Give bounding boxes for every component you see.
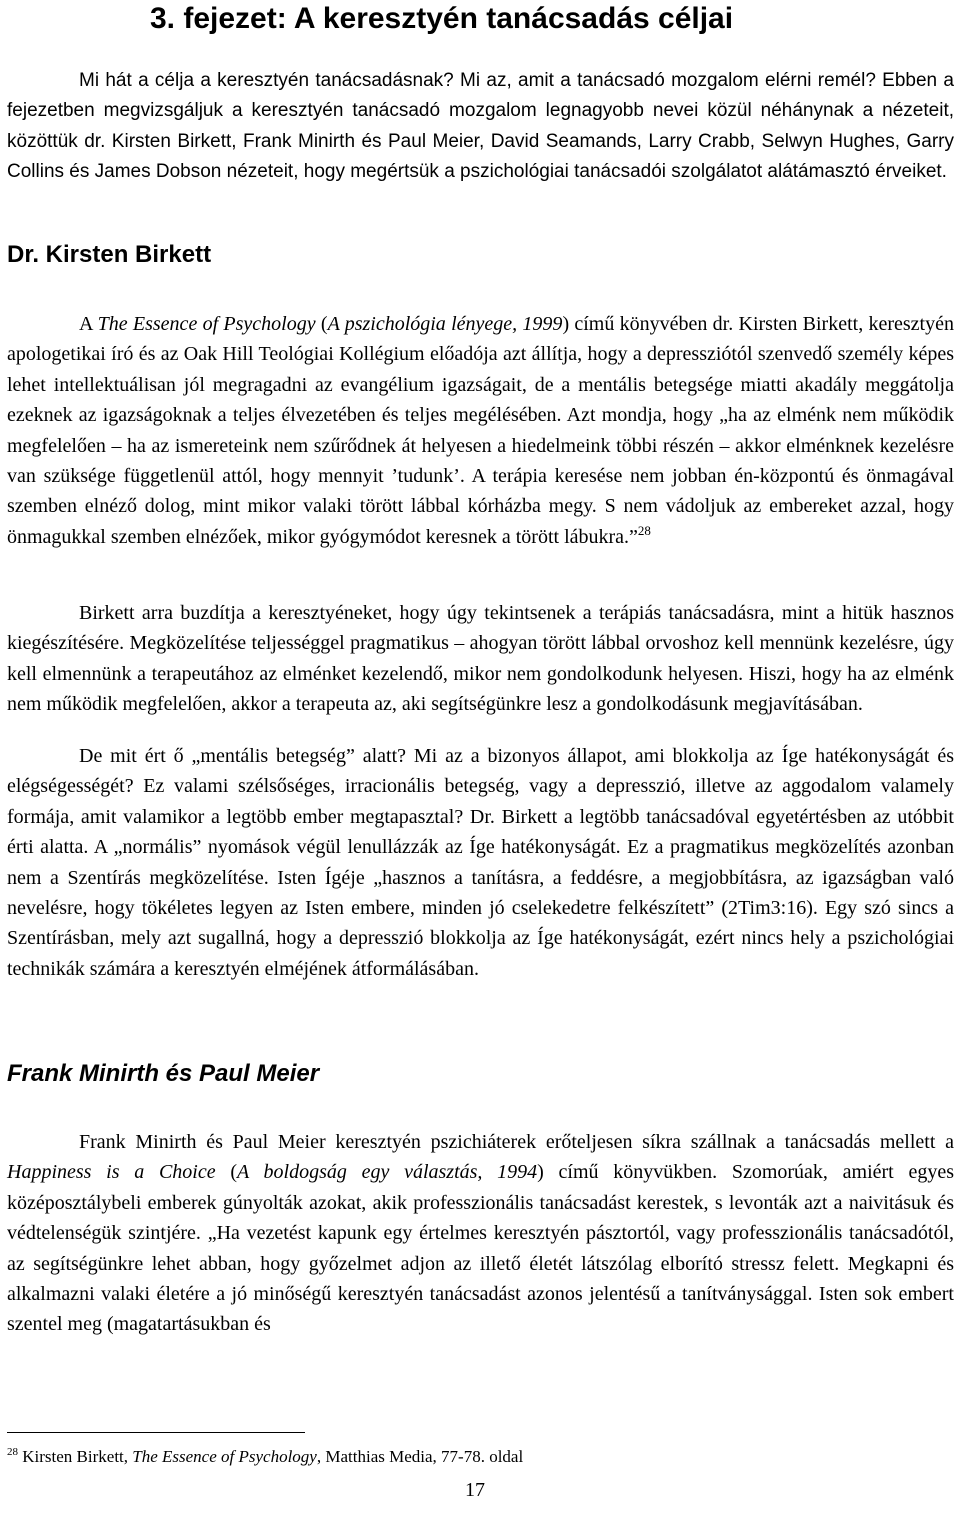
birkett-paragraph-3 xyxy=(7,741,954,984)
birkett-p2-text: Birkett arra buzdítja a keresztyéneket, hogy úgy tekintsenek a terápiás tanácsadásra, mint a hitük hasznos kiegészítésére. Megközelítése teljességgel pragmatikus – ahogyan törött lábbal orvoshoz kell mennünk kezelésre, úgy kell elmennünk a terapeutához az elménket kezelendő, mikor nem gondolkodunk helyesen. Hiszi, hogy ha az elménk nem működik megfelelően, akkor a terapeuta az, aki segítségünkre lesz a gondolkodásunk megjavításában. xyxy=(7,602,954,716)
footnote-number: 28 xyxy=(7,1446,18,1458)
page-number: 17 xyxy=(465,1479,485,1501)
footnote-reference: 28 xyxy=(637,522,651,538)
section-heading-minirth-meier: Frank Minirth és Paul Meier xyxy=(7,1060,320,1087)
minirth-meier-paragraph-1 xyxy=(7,1127,954,1340)
footnote-rest: , Matthias Media, 77-78. oldal xyxy=(316,1447,524,1466)
footnote-title: The Essence of Psychology xyxy=(132,1447,317,1466)
book-title-hu: A pszichológia lényege, 1999 xyxy=(327,313,563,335)
intro-text: Mi hát a célja a keresztyén tanácsadásnak? Mi az, amit a tanácsadó mozgalom elérni remél? Ebben a fejezetben megvizsgáljuk a keresztyén tanácsadó mozgalom legnagyobb nevei közül néhánynak a nézeteit, közöttük dr. Kirsten Birkett, Frank Minirth és Paul Meier, David Seamands, Larry Crabb, Selwyn Hughes, Garry Collins és James Dobson nézeteit, hogy megértsük a pszichológiai tanácsadói szolgálatot alátámasztó érveiket. xyxy=(7,70,954,183)
mm-p1-b: ( xyxy=(215,1161,237,1184)
birkett-p1-a: A xyxy=(79,313,98,335)
birkett-paragraph-2 xyxy=(7,598,954,720)
birkett-p3-text: De mit ért ő „mentális betegség” alatt? Mi az a bizonyos állapot, ami blokkolja az Íge hatékonyságát és elégségességét? Ez valami szélsőséges, irracionális betegség, vagy a depresszió, illetve az aggodalom valamely formája, amit valamikor a legtöbb ember megtapasztal? Dr. Birkett a legtöbb tanácsadóval egyetértésben az utóbbit érti alatta. A „normális” nyomások végül lenullázzák az Íge hatékonyságát. Ez a pragmatikus megközelítés azonban nem a Szentírás megközelítése. Isten Ígéje „hasznos a tanításra, a feddésre, a megjobbításra, az igazságban való nevelésre, hogy tökéletes legyen az Isten embere, minden jó cselekedetre felkészített” (2Tim3:16). Egy szó sincs a Szentírásban, mely azt sugallná, hogy a depresszió blokkolja az Íge hatékonyságát, ezért nincs hely a pszichológiai technikák számára a keresztyén elméjének átformálásában. xyxy=(7,745,954,980)
book-title-en: Happiness is a Choice xyxy=(7,1161,216,1184)
birkett-p1-c: ) című könyvében dr. Kirsten Birkett, keresztyén apologetikai író és az Oak Hill Teológiai Kollégium előadója azt állítja, hogy a depressziótól szenvedő személy képes lehet intellektuálisan jól megragadni az evangélium igazságait, de a mentális betegsége miatti akadály meggátolja ezeknek az igazságoknak a teljes élvezetében és teljes megélésében. Azt mondja, hogy „ha az elménk nem működik megfelelően – ha az ismereteink nem szűrődnek át helyesen a hiedelmeink többi részén – akkor elménknek kezelésre van szüksége függetlenül attól, hogy mennyit ’tudunk’. A terápia keresése nem jobban én-központú és önmagával szemben elnéző dolog, mint mikor valaki törött lábbal kórházba megy. S nem vádoljuk az embereket azzal, hogy önmagukkal szemben elnézőek, mikor gyógymódot keresnek a törött lábukra.” xyxy=(7,313,954,548)
book-title-en: The Essence of Psychology xyxy=(97,313,316,335)
mm-p1-c: ) című könyvükben. Szomorúak, amiért egyes középosztálybeli emberek gúnyolták azokat, akik professzionális tanácsadást kerestek, s levonták azt a naivitásuk és védtelenségük szintjére. „Ha vezetést kapunk egy értelmes keresztyén pásztortól, vagy professzionális tanácsadótól, az segítségünkre lehet abban, hogy győzelmet adjon az illető életét látszólag elborító stressz felett. Megkapni és alkalmazni valaki életére a jó minőségű keresztyén tanácsadást azonos jelentésű a tanítványsággal. Isten sok embert szentel meg (magatartásukban és xyxy=(7,1161,954,1336)
birkett-paragraph-1 xyxy=(7,309,954,552)
chapter-title: 3. fejezet: A keresztyén tanácsadás céljai xyxy=(150,2,734,35)
footnote xyxy=(7,1446,523,1468)
birkett-p1-b: ( xyxy=(315,313,328,335)
book-title-hu: A boldogság egy választás, 1994 xyxy=(236,1161,538,1184)
footnote-author: Kirsten Birkett, xyxy=(18,1447,133,1466)
section-heading-birkett: Dr. Kirsten Birkett xyxy=(7,241,212,268)
intro-paragraph xyxy=(7,66,954,188)
mm-p1-a: Frank Minirth és Paul Meier keresztyén pszichiáterek erőteljesen síkra szállnak a tanácsadás mellett a xyxy=(79,1131,954,1153)
footnote-separator xyxy=(7,1432,305,1433)
